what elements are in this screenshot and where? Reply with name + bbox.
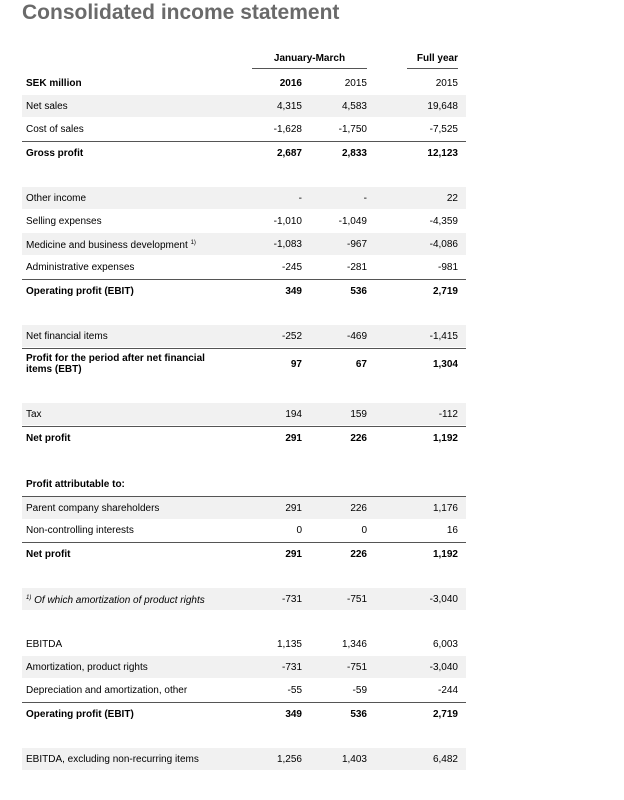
- section-heading-row: [22, 473, 466, 495]
- cell-q1-2015: -1,049: [338, 215, 367, 227]
- table-row: [22, 141, 466, 164]
- cell-fy-2015: -981: [437, 261, 458, 273]
- cell-q1-2015: -751: [346, 593, 367, 605]
- row-label: Other income: [26, 192, 87, 204]
- cell-fy-2015: 1,192: [432, 432, 458, 444]
- cell-fy-2015: 2,719: [432, 708, 458, 720]
- cell-q1-2016: 97: [290, 358, 302, 370]
- footnote-marker: 1): [190, 239, 196, 246]
- cell-q1-2016: 291: [285, 432, 302, 444]
- table-row: [22, 210, 466, 232]
- table-row: [22, 656, 466, 678]
- table-row: [22, 95, 466, 117]
- cell-q1-2016: -245: [281, 261, 302, 273]
- cell-q1-2016: 349: [285, 285, 302, 297]
- header-january-march: January-March: [273, 53, 346, 64]
- cell-q1-2016: -731: [281, 593, 302, 605]
- row-label: Operating profit (EBIT): [26, 708, 134, 720]
- cell-fy-2015: -7,525: [429, 123, 458, 135]
- cell-fy-2015: -4,086: [429, 238, 458, 250]
- cell-q1-2016: -731: [281, 661, 302, 673]
- cell-q1-2016: 0: [296, 524, 302, 536]
- cell-q1-2015: 226: [350, 502, 367, 514]
- header-full-year: Full year: [416, 53, 458, 64]
- table-row: [22, 348, 466, 379]
- row-label: Gross profit: [26, 147, 84, 159]
- row-label: Tax: [26, 408, 42, 420]
- cell-q1-2015: -469: [346, 330, 367, 342]
- table-row: [22, 633, 466, 655]
- row-label: EBITDA, excluding non-recurring items: [26, 753, 199, 765]
- cell-q1-2016: 194: [285, 408, 302, 420]
- cell-fy-2015: -1,415: [429, 330, 458, 342]
- header-full-year-2015: 2015: [435, 77, 458, 89]
- row-label: Net financial items: [26, 330, 108, 342]
- cell-q1-2015: 226: [350, 548, 367, 560]
- header-year-2016: 2016: [279, 77, 302, 89]
- cell-q1-2016: -252: [281, 330, 302, 342]
- table-row: [22, 679, 466, 701]
- table-row: [22, 496, 466, 519]
- row-label: Net profit: [26, 432, 71, 444]
- row-label-text: Of which amortization of product rights: [34, 594, 205, 606]
- cell-q1-2016: 291: [285, 548, 302, 560]
- row-label: Depreciation and amortization, other: [26, 684, 188, 696]
- cell-q1-2015: 226: [350, 432, 367, 444]
- cell-q1-2015: 4,583: [341, 100, 367, 112]
- cell-q1-2015: 1,403: [341, 753, 367, 765]
- cell-fy-2015: 6,482: [432, 753, 458, 765]
- table-row: [22, 118, 466, 140]
- cell-q1-2016: 349: [285, 708, 302, 720]
- cell-fy-2015: -4,359: [429, 215, 458, 227]
- row-label: Profit attributable to:: [26, 478, 125, 490]
- cell-q1-2016: -1,083: [273, 238, 302, 250]
- cell-q1-2015: 2,833: [341, 147, 367, 159]
- cell-q1-2016: -1,628: [273, 123, 302, 135]
- cell-q1-2015: -59: [352, 684, 367, 696]
- footnote-marker: 1): [26, 594, 32, 601]
- row-label: Non-controlling interests: [26, 524, 134, 536]
- cell-fy-2015: 22: [446, 192, 458, 204]
- cell-q1-2016: -1,010: [273, 215, 302, 227]
- row-label: Cost of sales: [26, 123, 84, 135]
- cell-q1-2016: 1,135: [276, 638, 302, 650]
- cell-q1-2016: 291: [285, 502, 302, 514]
- cell-q1-2016: 2,687: [276, 147, 302, 159]
- table-row: [22, 403, 466, 425]
- cell-q1-2016: 4,315: [276, 100, 302, 112]
- cell-q1-2015: -967: [346, 238, 367, 250]
- cell-fy-2015: 1,192: [432, 548, 458, 560]
- table-row: [22, 748, 466, 770]
- cell-fy-2015: 12,123: [427, 147, 458, 159]
- table-row: [22, 426, 466, 449]
- table-row: [22, 325, 466, 347]
- cell-fy-2015: -244: [437, 684, 458, 696]
- table-row: [22, 187, 466, 209]
- cell-fy-2015: 2,719: [432, 285, 458, 297]
- cell-fy-2015: 16: [446, 524, 458, 536]
- row-label-text: Medicine and business development: [26, 239, 188, 251]
- cell-q1-2016: 1,256: [276, 753, 302, 765]
- cell-fy-2015: 19,648: [427, 100, 458, 112]
- footnote-row: [22, 588, 466, 610]
- row-label: [22, 593, 256, 606]
- cell-q1-2016: -55: [287, 684, 302, 696]
- row-label: Administrative expenses: [26, 261, 135, 273]
- row-label: [22, 238, 256, 251]
- header-year-2015: 2015: [344, 77, 367, 89]
- row-label: Parent company shareholders: [26, 502, 160, 514]
- header-underline: [252, 68, 367, 69]
- cell-q1-2015: 536: [350, 285, 367, 297]
- cell-q1-2015: -281: [346, 261, 367, 273]
- cell-q1-2015: 536: [350, 708, 367, 720]
- header-underline: [407, 68, 458, 69]
- table-row: [22, 542, 466, 565]
- cell-q1-2015: -: [363, 192, 367, 204]
- cell-q1-2015: 159: [350, 408, 367, 420]
- cell-fy-2015: -3,040: [429, 661, 458, 673]
- column-header-row: [22, 72, 466, 94]
- cell-fy-2015: -112: [438, 408, 458, 420]
- row-label: Operating profit (EBIT): [26, 285, 134, 297]
- cell-q1-2015: -751: [346, 661, 367, 673]
- cell-fy-2015: -3,040: [429, 593, 458, 605]
- table-row: [22, 279, 466, 302]
- header-row-label: SEK million: [26, 77, 82, 89]
- row-label: Net sales: [26, 100, 68, 112]
- table-row: [22, 702, 466, 725]
- cell-q1-2015: 67: [355, 358, 367, 370]
- income-statement-table: [22, 0, 466, 800]
- cell-fy-2015: 6,003: [432, 638, 458, 650]
- row-label: Net profit: [26, 548, 71, 560]
- table-row: [22, 256, 466, 278]
- cell-q1-2015: 0: [361, 524, 367, 536]
- row-label: Profit for the period after net financial items (EBT): [26, 353, 205, 375]
- row-label: Amortization, product rights: [26, 661, 148, 673]
- cell-q1-2015: -1,750: [338, 123, 367, 135]
- cell-q1-2016: -: [298, 192, 302, 204]
- row-label: EBITDA: [26, 638, 63, 650]
- cell-fy-2015: 1,176: [432, 502, 458, 514]
- row-label: Selling expenses: [26, 215, 102, 227]
- cell-fy-2015: 1,304: [432, 358, 458, 370]
- cell-q1-2015: 1,346: [341, 638, 367, 650]
- table-row: [22, 519, 466, 541]
- page-title: Consolidated income statement: [22, 1, 340, 24]
- table-row: [22, 233, 466, 255]
